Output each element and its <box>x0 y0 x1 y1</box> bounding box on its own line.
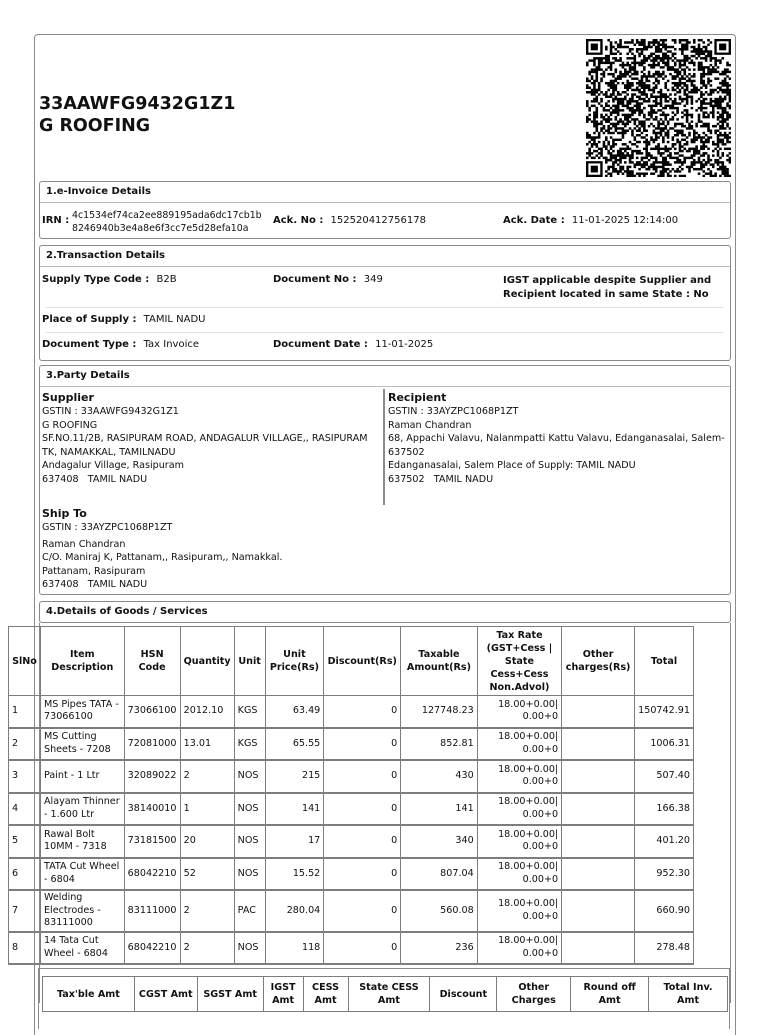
cell-tax-rate <box>477 890 561 932</box>
cell-other-charges <box>562 760 635 793</box>
cell-discount: 0 <box>324 932 401 965</box>
tax-rate-line-1: 18.00+0.00| <box>498 828 559 840</box>
document-no-value: 349 <box>363 274 383 285</box>
tax-rate-line-2: 0.00+0 <box>522 808 559 820</box>
col-tax-rate: Tax Rate (GST+Cess | State Cess+Cess Non.Advol) <box>477 627 561 696</box>
col-slno: SlNo <box>9 627 41 696</box>
shipto-address-line-1: C/O. Maniraj K, Pattanam,, Rasipuram,, Namakkal. <box>42 552 283 564</box>
cell-total: 507.40 <box>635 760 694 793</box>
table-row <box>9 890 694 932</box>
document-type-value: Tax Invoice <box>143 339 199 350</box>
shipto-name: Raman Chandran <box>42 538 126 550</box>
tax-rate-line-1: 18.00+0.00| <box>498 796 559 808</box>
col-taxable: Taxable Amount(Rs) <box>401 627 478 696</box>
document-no-label: Document No : <box>273 274 357 285</box>
party-section <box>39 365 731 595</box>
table-row <box>9 728 694 761</box>
cell-quantity: 1 <box>180 793 234 826</box>
cell-unit-price: 63.49 <box>265 696 324 728</box>
table-row <box>9 932 694 965</box>
shipto-address-line-2: Pattanam, Rasipuram <box>42 565 146 577</box>
recipient-name: Raman Chandran <box>388 419 472 431</box>
col-total: Total <box>635 627 694 696</box>
cell-total: 1006.31 <box>635 728 694 761</box>
cell-description: Rawal Bolt 10MM - 7318 <box>40 825 124 858</box>
cell-unit: NOS <box>234 858 265 891</box>
supplier-gstin: GSTIN : 33AAWFG9432G1Z1 <box>42 406 179 417</box>
cell-tax-rate <box>477 793 561 826</box>
tax-rate-line-1: 18.00+0.00| <box>498 698 559 710</box>
cell-total: 952.30 <box>635 858 694 891</box>
cell-quantity: 20 <box>180 825 234 858</box>
cell-quantity: 13.01 <box>180 728 234 761</box>
cell-taxable: 560.08 <box>401 890 478 932</box>
cell-unit: NOS <box>234 760 265 793</box>
cell-hsn: 72081000 <box>124 728 180 761</box>
ack-no <box>273 215 426 226</box>
sum-taxable: Tax'ble Amt <box>43 977 135 1012</box>
cell-slno: 3 <box>9 760 41 793</box>
cell-taxable: 340 <box>401 825 478 858</box>
supply-type <box>42 274 177 285</box>
sum-discount: Discount <box>430 977 497 1012</box>
sum-round-off: Round off Amt <box>571 977 649 1012</box>
recipient-address-line-2: 637502 <box>388 446 425 458</box>
shipto-block <box>42 507 442 592</box>
col-unit: Unit <box>234 627 265 696</box>
sum-igst: IGST Amt <box>263 977 303 1012</box>
cell-slno: 6 <box>9 858 41 891</box>
cell-discount: 0 <box>324 858 401 891</box>
cell-total: 150742.91 <box>635 696 694 728</box>
cell-unit-price: 118 <box>265 932 324 965</box>
cell-quantity: 2 <box>180 932 234 965</box>
cell-taxable: 236 <box>401 932 478 965</box>
document-date-value: 11-01-2025 <box>375 339 434 350</box>
tax-rate-line-1: 18.00+0.00| <box>498 731 559 743</box>
cell-tax-rate <box>477 932 561 965</box>
col-description: Item Description <box>40 627 124 696</box>
col-unit-price: Unit Price(Rs) <box>265 627 324 696</box>
tax-rate-line-2: 0.00+0 <box>522 776 559 788</box>
cell-other-charges <box>562 728 635 761</box>
supply-type-label: Supply Type Code : <box>42 274 150 285</box>
divider <box>46 332 724 333</box>
cell-tax-rate <box>477 858 561 891</box>
sum-state-cess: State CESS Amt <box>348 977 430 1012</box>
cell-unit-price: 65.55 <box>265 728 324 761</box>
cell-other-charges <box>562 932 635 965</box>
irn-line-1: 4c1534ef74ca2ee889195ada6dc17cb1b <box>72 210 262 221</box>
ack-date-label: Ack. Date : <box>503 215 565 226</box>
cell-taxable: 430 <box>401 760 478 793</box>
cell-slno: 7 <box>9 890 41 932</box>
ack-no-label: Ack. No : <box>273 215 324 226</box>
recipient-heading: Recipient <box>388 391 447 404</box>
cell-unit: KGS <box>234 728 265 761</box>
party-divider <box>383 389 385 505</box>
table-row <box>9 793 694 826</box>
einvoice-section <box>39 181 731 239</box>
cell-hsn: 38140010 <box>124 793 180 826</box>
cell-taxable: 127748.23 <box>401 696 478 728</box>
table-row <box>9 858 694 891</box>
tax-rate-line-1: 18.00+0.00| <box>498 935 559 947</box>
supplier-address-line-1: SF.NO.11/2B, RASIPURAM ROAD, ANDAGALUR VILLAGE,, RASIPURAM <box>42 433 368 445</box>
col-quantity: Quantity <box>180 627 234 696</box>
cell-quantity: 2 <box>180 760 234 793</box>
cell-description: 14 Tata Cut Wheel - 6804 <box>40 932 124 965</box>
table-row <box>9 696 694 728</box>
cell-description: TATA Cut Wheel - 6804 <box>40 858 124 891</box>
cell-unit-price: 280.04 <box>265 890 324 932</box>
cell-unit-price: 215 <box>265 760 324 793</box>
sum-cgst: CGST Amt <box>134 977 197 1012</box>
ack-date <box>503 215 678 226</box>
recipient-block <box>388 391 728 487</box>
supplier-block <box>42 391 382 487</box>
supplier-address-line-2: TK, NAMAKKAL, TAMILNADU <box>42 446 176 458</box>
igst-note-line-2: Recipient located in same State : No <box>503 288 709 300</box>
cell-total: 166.38 <box>635 793 694 826</box>
supplier-heading: Supplier <box>42 391 94 404</box>
cell-slno: 1 <box>9 696 41 728</box>
cell-hsn: 68042210 <box>124 858 180 891</box>
cell-tax-rate <box>477 825 561 858</box>
cell-taxable: 807.04 <box>401 858 478 891</box>
tax-rate-line-2: 0.00+0 <box>522 743 559 755</box>
cell-description: MS Cutting Sheets - 7208 <box>40 728 124 761</box>
place-of-supply <box>42 314 206 325</box>
cell-tax-rate <box>477 760 561 793</box>
cell-taxable: 852.81 <box>401 728 478 761</box>
ack-no-value: 152520412756178 <box>330 215 426 226</box>
shipto-gstin: GSTIN : 33AYZPC1068P1ZT <box>42 522 173 533</box>
transaction-title: 2.Transaction Details <box>40 246 730 267</box>
summary-table <box>42 976 728 1012</box>
cell-discount: 0 <box>324 696 401 728</box>
cell-description: Paint - 1 Ltr <box>40 760 124 793</box>
irn-value <box>72 209 262 235</box>
cell-slno: 5 <box>9 825 41 858</box>
tax-rate-line-2: 0.00+0 <box>522 947 559 959</box>
cell-hsn: 73066100 <box>124 696 180 728</box>
cell-other-charges <box>562 793 635 826</box>
goods-title: 4.Details of Goods / Services <box>46 606 208 617</box>
place-of-supply-value: TAMIL NADU <box>143 314 206 325</box>
tax-rate-line-1: 18.00+0.00| <box>498 861 559 873</box>
cell-discount: 0 <box>324 760 401 793</box>
table-row <box>9 760 694 793</box>
document-type-label: Document Type : <box>42 339 137 350</box>
cell-unit-price: 17 <box>265 825 324 858</box>
table-row <box>9 825 694 858</box>
document-type <box>42 339 199 350</box>
cell-other-charges <box>562 696 635 728</box>
cell-other-charges <box>562 890 635 932</box>
col-other-charges: Other charges(Rs) <box>562 627 635 696</box>
tax-rate-line-2: 0.00+0 <box>522 910 559 922</box>
recipient-gstin: GSTIN : 33AYZPC1068P1ZT <box>388 406 519 417</box>
cell-hsn: 73181500 <box>124 825 180 858</box>
igst-note <box>503 274 711 301</box>
cell-discount: 0 <box>324 728 401 761</box>
cell-unit: PAC <box>234 890 265 932</box>
qr-code <box>586 39 731 177</box>
tax-rate-line-2: 0.00+0 <box>522 873 559 885</box>
cell-discount: 0 <box>324 890 401 932</box>
cell-unit: KGS <box>234 696 265 728</box>
supplier-address-line-3: Andagalur Village, Rasipuram <box>42 460 184 472</box>
shipto-heading: Ship To <box>42 507 87 520</box>
divider <box>46 307 724 308</box>
cell-hsn: 68042210 <box>124 932 180 965</box>
sum-other-charges: Other Charges <box>497 977 571 1012</box>
cell-other-charges <box>562 825 635 858</box>
goods-header-row <box>9 627 694 696</box>
supplier-name: G ROOFING <box>42 419 98 431</box>
irn-line-2: 8246940b3e4a8e6f3cc7e5d28efa10a <box>72 223 249 234</box>
party-title: 3.Party Details <box>40 366 730 387</box>
einvoice-title: 1.e-Invoice Details <box>40 182 730 203</box>
cell-unit-price: 15.52 <box>265 858 324 891</box>
sum-total-invoice: Total Inv. Amt <box>649 977 728 1012</box>
header-gstin: 33AAWFG9432G1Z1 <box>39 94 236 114</box>
cell-unit: NOS <box>234 793 265 826</box>
document-date <box>273 339 433 350</box>
cell-slno: 8 <box>9 932 41 965</box>
cell-taxable: 141 <box>401 793 478 826</box>
sum-cess: CESS Amt <box>303 977 348 1012</box>
irn-label: IRN : <box>42 215 70 226</box>
recipient-address-line-4: 637502 TAMIL NADU <box>388 473 494 485</box>
header-company: G ROOFING <box>39 116 151 136</box>
goods-section-header <box>39 601 731 623</box>
supplier-address-line-4: 637408 TAMIL NADU <box>42 473 148 485</box>
tax-rate-line-1: 18.00+0.00| <box>498 763 559 775</box>
cell-tax-rate <box>477 696 561 728</box>
goods-table <box>8 626 694 965</box>
igst-note-line-1: IGST applicable despite Supplier and <box>503 275 712 286</box>
cell-total: 278.48 <box>635 932 694 965</box>
cell-discount: 0 <box>324 793 401 826</box>
cell-other-charges <box>562 858 635 891</box>
shipto-address-line-3: 637408 TAMIL NADU <box>42 579 148 591</box>
document-no <box>273 274 383 285</box>
col-discount: Discount(Rs) <box>324 627 401 696</box>
document-date-label: Document Date : <box>273 339 368 350</box>
tax-rate-line-2: 0.00+0 <box>522 841 559 853</box>
cell-total: 660.90 <box>635 890 694 932</box>
cell-discount: 0 <box>324 825 401 858</box>
cell-tax-rate <box>477 728 561 761</box>
cell-unit-price: 141 <box>265 793 324 826</box>
cell-quantity: 2012.10 <box>180 696 234 728</box>
place-of-supply-label: Place of Supply : <box>42 314 137 325</box>
recipient-address-line-1: 68, Appachi Valavu, Nalanmpatti Kattu Valavu, Edanganasalai, Salem- <box>388 433 725 445</box>
cell-unit: NOS <box>234 932 265 965</box>
transaction-section <box>39 245 731 361</box>
tax-rate-line-2: 0.00+0 <box>522 711 559 723</box>
cell-slno: 2 <box>9 728 41 761</box>
supply-type-value: B2B <box>156 274 177 285</box>
sum-sgst: SGST Amt <box>197 977 263 1012</box>
cell-unit: NOS <box>234 825 265 858</box>
cell-hsn: 83111000 <box>124 890 180 932</box>
ack-date-value: 11-01-2025 12:14:00 <box>571 215 679 226</box>
cell-description: MS Pipes TATA - 73066100 <box>40 696 124 728</box>
cell-slno: 4 <box>9 793 41 826</box>
col-hsn: HSN Code <box>124 627 180 696</box>
tax-rate-line-1: 18.00+0.00| <box>498 898 559 910</box>
recipient-address-line-3: Edanganasalai, Salem Place of Supply: TAMIL NADU <box>388 460 636 472</box>
cell-description: Alayam Thinner - 1.600 Ltr <box>40 793 124 826</box>
cell-description: Welding Electrodes - 83111000 <box>40 890 124 932</box>
cell-quantity: 2 <box>180 890 234 932</box>
summary-header-row <box>43 977 728 1012</box>
invoice-header <box>39 93 235 137</box>
cell-quantity: 52 <box>180 858 234 891</box>
cell-hsn: 32089022 <box>124 760 180 793</box>
cell-total: 401.20 <box>635 825 694 858</box>
